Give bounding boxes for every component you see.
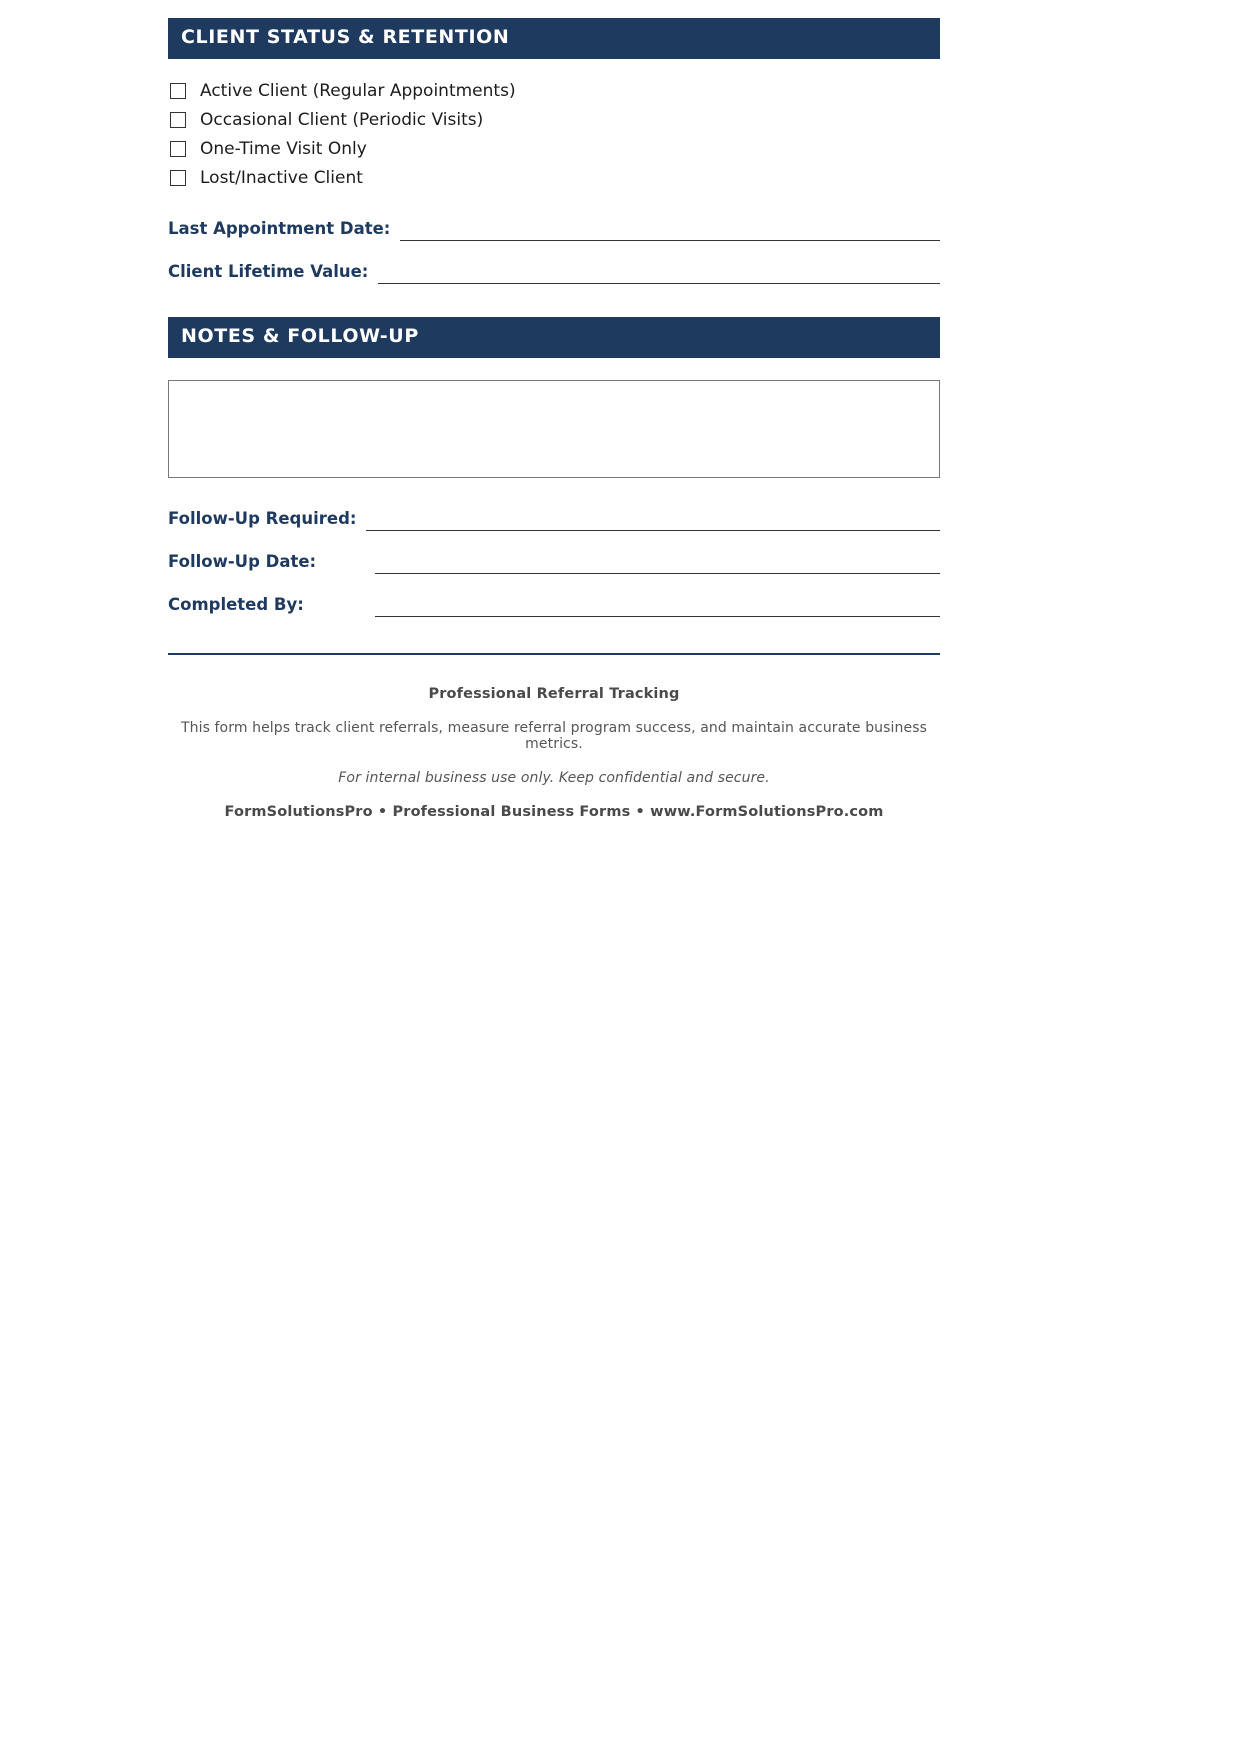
checkbox-icon[interactable]	[170, 170, 186, 186]
checkbox-icon[interactable]	[170, 141, 186, 157]
checkbox-label: Lost/Inactive Client	[200, 167, 363, 188]
last-appointment-date-input[interactable]	[400, 225, 940, 241]
field-label: Follow-Up Date:	[168, 552, 317, 572]
completed-by-input[interactable]	[375, 601, 940, 617]
field-label: Completed By:	[168, 595, 304, 615]
footer-confidential-note: For internal business use only. Keep confidential and secure.	[338, 769, 770, 786]
footer-divider	[168, 653, 940, 655]
checkbox-label: Occasional Client (Periodic Visits)	[200, 109, 484, 130]
field-row-client-lifetime-value	[168, 258, 940, 284]
form-sheet	[168, 18, 940, 820]
checkbox-label: One-Time Visit Only	[200, 138, 367, 159]
section-header-notes-followup: NOTES & FOLLOW-UP	[168, 317, 940, 358]
footer-description: This form helps track client referrals, measure referral program success, and maintain accurate business metrics.	[180, 719, 928, 752]
footer	[168, 686, 940, 820]
checkbox-row-lost-inactive-client[interactable]	[168, 164, 940, 193]
checkbox-row-active-client[interactable]	[168, 77, 940, 106]
footer-title: Professional Referral Tracking	[428, 685, 680, 702]
follow-up-required-input[interactable]	[366, 515, 940, 531]
footer-brand: FormSolutionsPro • Professional Business Forms • www.FormSolutionsPro.com	[224, 803, 884, 820]
field-row-completed-by	[168, 591, 940, 617]
section-header-client-status: CLIENT STATUS & RETENTION	[168, 18, 940, 59]
checkbox-icon[interactable]	[170, 83, 186, 99]
field-row-follow-up-date	[168, 548, 940, 574]
client-lifetime-value-input[interactable]	[378, 268, 940, 284]
checkbox-row-occasional-client[interactable]	[168, 106, 940, 135]
checkbox-label: Active Client (Regular Appointments)	[200, 80, 516, 101]
field-row-follow-up-required	[168, 505, 940, 531]
field-label: Client Lifetime Value:	[168, 262, 369, 282]
follow-up-date-input[interactable]	[375, 558, 940, 574]
section-spacer	[168, 284, 940, 317]
field-label: Follow-Up Required:	[168, 509, 357, 529]
client-status-checklist	[168, 77, 940, 193]
checkbox-row-one-time-visit[interactable]	[168, 135, 940, 164]
checkbox-icon[interactable]	[170, 112, 186, 128]
notes-textarea[interactable]	[168, 380, 940, 478]
field-row-last-appointment-date	[168, 215, 940, 241]
field-label: Last Appointment Date:	[168, 219, 391, 239]
